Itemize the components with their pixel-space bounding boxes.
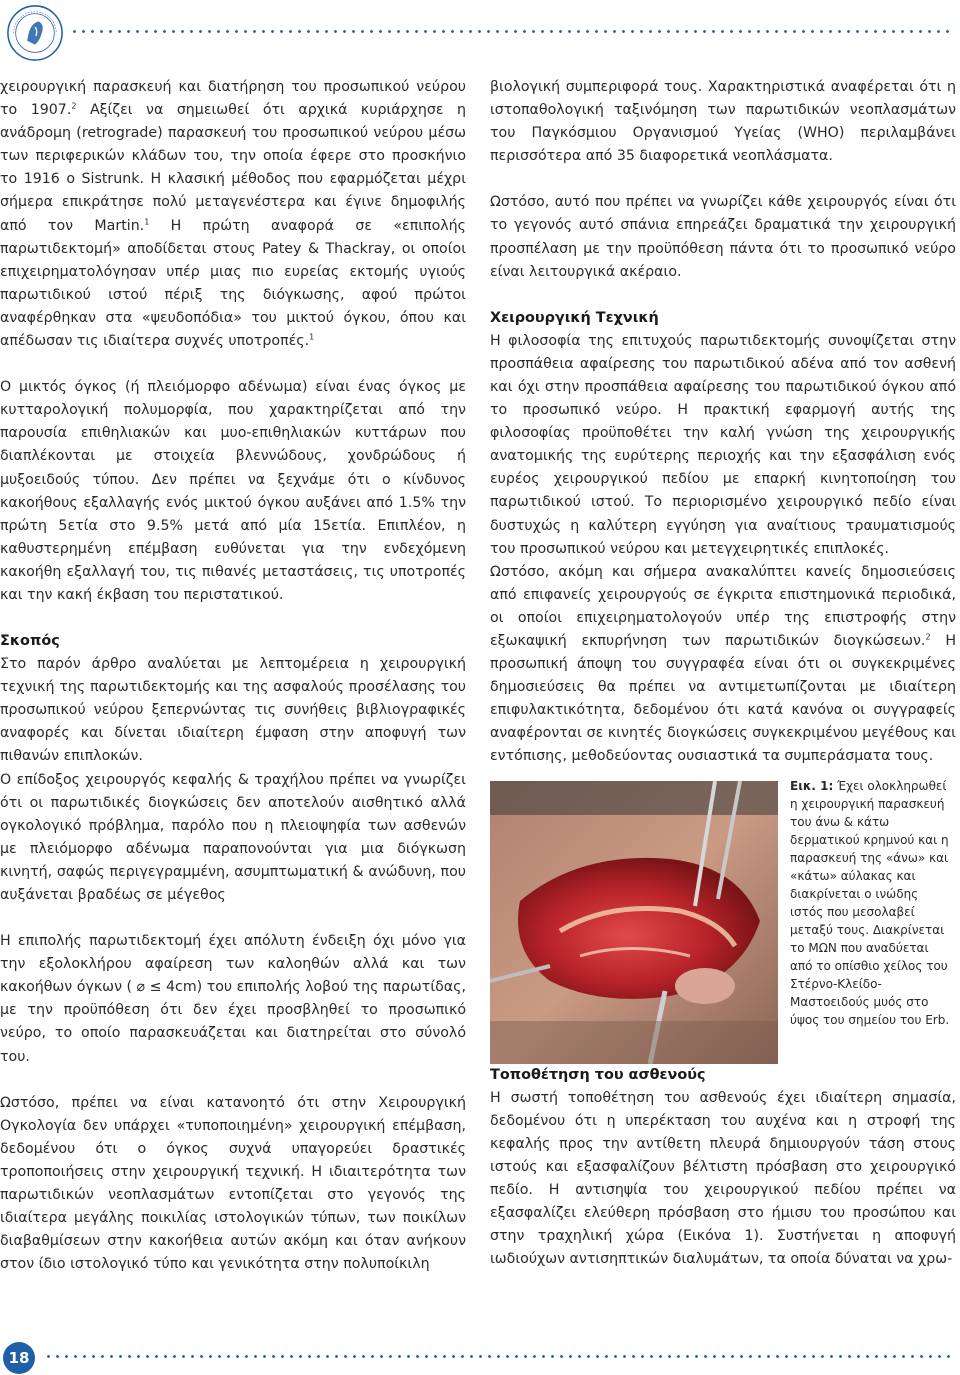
paragraph: Ο μικτός όγκος (ή πλειόμορφο αδένωμα) είναι ένας όγκος με κυτταρολογική πολυμορφία, που χαρακτηρίζεται από την παρουσία επιθηλιακών και μυο-επιθηλιακών κυττάρων που διαπλέκονται με στοιχεία βλεννώδους, χονδρώδους ή μυξοειδούς τύπου. Δεν πρέπει να ξεχνάμε ότι ο κίνδυνος κακοήθους εξαλλαγής ενός μικτού όγκου αυξάνει από 1.5% την πρώτη 5ετία στο 9.5% μετά από μία 15ετία. Επιπλέον, η καθυστερημένη επέμβαση ευθύνεται για την ενδεχόμενη κακοήθη εξαλλαγή του, τις πιθανές μεταστάσεις, τις υποτροπές και την κακή έκβαση του περιστατικού.: [0, 379, 466, 603]
caption-text: Έχει ολοκληρωθεί η χειρουργική παρασκευή του άνω & κάτω δερματικού κρημνού και η παρασκευή της «άνω» και «κάτω» αύλακας και διακρίνεται ο ινώδης ιστός που μεσολαβεί μεταξύ τους. Διακρίνεται το ΜΩΝ που αναδύεται από το οπίσθιο χείλος του Στέρνο-Κλείδο-Μαστοειδούς μυός στο ύψος του σημείου του Erb.: [790, 778, 950, 1027]
section-heading-position: Τοποθέτηση του ασθενούς: [490, 1066, 706, 1083]
page-number: 18: [3, 1342, 35, 1374]
right-column: [490, 76, 956, 1271]
text-run: Αξίζει να σημειωθεί ότι αρχικά κυριάρχησε η ανάδρομη (retrograde) παρασκευή του προσωπικού νεύρου μέσω των περιφερικών κλάδων του, την οποία έφερε στο προσκήνιο το 1916 ο Sistrunk. Η κλασική μέθοδος που εφαρμόζεται μέχρι σήμερα επικράτησε πολύ μεταγενέστερα και έγινε δημοφιλής από τον Martin.: [0, 102, 466, 234]
header-dotted-rule: [70, 30, 954, 33]
paragraph: Η επιπολής παρωτιδεκτομή έχει απόλυτη ένδειξη όχι μόνο για την εξολοκλήρου αφαίρεση των καλοηθών αλλά και των κακοήθων όγκων ( ⌀ ≤ 4cm) του επιπολής λοβού της παρωτίδας, με την προϋπόθεση ότι δεν έχει προσβληθεί το προσωπικό νεύρο, το οποίο παρασκευάζεται και διατηρείται στο σύνολό του.: [0, 933, 466, 1065]
text-run: Ωστόσο, ακόμη και σήμερα ανακαλύπτει κανείς δημοσιεύσεις από επιφανείς χειρουργούς σε έγκριτα επιστημονικά περιοδικά, οι οποίοι επιχειρηματολογούν υπέρ της επιστροφής στην εξωκαψική εκπυρήνηση των παρωτιδικών διογκώσεων.: [490, 563, 956, 649]
left-column: [0, 76, 466, 1276]
paragraph: Η φιλοσοφία της επιτυχούς παρωτιδεκτομής συνοψίζεται στην προσπάθεια αφαίρεσης του παρωτιδικού αδένα από τον ασθενή και όχι στην προσπάθεια αφαίρεσης του παρωτιδικού όγκου από το προσωπικό νεύρο. Η πρακτική εφαρμογή αυτής της φιλοσοφίας προϋποθέτει την καλή γνώση της χειρουργικής ανατομικής της ευρύτερης περιοχής και την εξασφάλιση ενός ευρέος χειρουργικού πεδίου με επαρκή κινητοποίηση του παρωτιδικού ιστού. Το περιορισμένο χειρουργικό πεδίο είναι δυστυχώς η καλύτερη εγγύηση για αναίτιους τραυματισμούς του προσωπικού νεύρου και μετεγχειρητικές επιπλοκές.: [490, 332, 956, 557]
paragraph: Η σωστή τοποθέτηση του ασθενούς έχει ιδιαίτερη σημασία, δεδομένου ότι η υπερέκταση του αυχένα και η στροφή της κεφαλής προς την αντίθετη πλευρά δημιουργούν τάση στους ιστούς και εξασφαλίζουν βέλτιστη πρόσβαση στο χειρουργικό πεδίο. Η αντισηψία του χειρουργικού πεδίου πρέπει να εξασφαλίζει ελεύθερη πρόσβαση στο ήμισυ του προσώπου και στην τραχηλική χώρα (Εικόνα 1). Συστήνεται η αποφυγή ιωδιούχων αντισηπτικών διαλυμάτων, τα οποία δύναται να χρω-: [490, 1089, 956, 1268]
text-run: Η προσωπική άποψη του συγγραφέα είναι ότι οι συγκεκριμένες δημοσιεύσεις θα πρέπει να αντιμετωπίζονται με ιδιαίτερη επιφυλακτικότητα, δεδομένου ότι κατά κανόνα οι συγγραφείς αναφέρονται σε κινητές διογκώσεις συγκεκριμένου μεγέθους και εντόπισης, μεθοδεύοντας ουσιαστικά τα συμπεράσματα τους.: [490, 632, 956, 765]
text-run: χειρουργική παρασκευή και διατήρηση του προσωπικού νεύρου το 1907.: [0, 79, 466, 119]
surgical-photo: [490, 781, 778, 1064]
section-heading-scope: Σκοπός: [0, 633, 60, 650]
paragraph: [0, 76, 466, 353]
reference-marker: 2: [925, 632, 931, 642]
paragraph: [490, 561, 956, 769]
footer-dotted-rule: [44, 1355, 954, 1358]
society-logo: [6, 4, 64, 62]
figure-1: [490, 775, 956, 1064]
figure-caption: [790, 775, 952, 1064]
text-run: Η πρώτη αναφορά σε «επιπολής παρωτιδεκτομή» αποδίδεται στους Patey & Thackray, οι οποίοι επιχειρηματολόγησαν υπέρ μιας πιο ευρείας εκτομής υγιούς παρωτιδικού ιστού πέριξ της διόγκωσης, αφού πρώτοι αναφέρθηκαν στα «ψευδοπόδια» του μικτού όγκου, όπου και απέδωσαν τις ιδιαίτερα συχνές υποτροπές.: [0, 217, 466, 350]
paragraph: Ωστόσο, πρέπει να είναι κατανοητό ότι στην Χειρουργική Ογκολογία δεν υπάρχει «τυποποιημένη» χειρουργική επέμβαση, δεδομένου ότι ο όγκος συχνά υπαγορεύει δραστικές τροποποιήσεις στην χειρουργική τεχνική. Η ιδιαιτερότητα των παρωτιδικών νεοπλασμάτων εντοπίζεται στο γεγονός της ιδιαίτερα μεγάλης ποικιλίας ιστολογικών τύπων, των ποικίλων διαβαθμίσεων στην κακοήθεια αυτών ακόμη και όταν ανήκουν στον ίδιο ιστολογικό τύπο και γενικότητα στην πολυποίκιλη: [0, 1094, 466, 1273]
reference-marker: 1: [309, 332, 315, 342]
reference-marker: 1: [144, 216, 150, 226]
section-heading-technique: Χειρουργική Τεχνική: [490, 309, 659, 326]
paragraph: Στο παρόν άρθρο αναλύεται με λεπτομέρεια η χειρουργική τεχνική της παρωτιδεκτομής και της ασφαλούς προσέλασης του προσωπικού νεύρου ξεπερνώντας τις συνήθεις βιβλιογραφικές αναφορές και δίνεται ιδιαίτερη έμφαση στην αποφυγή των πιθανών επιπλοκών.: [0, 656, 466, 765]
paragraph: Ο επίδοξος χειρουργός κεφαλής & τραχήλου πρέπει να γνωρίζει ότι οι παρωτιδικές διογκώσεις δεν αποτελούν αισθητικό αλλά ογκολογικό πρόβλημα, παρόλο που η πλειοψηφία των ασθενών με πλειόμορφο αδένωμα παραπονούνται για μια διόγκωση κινητή, σαφώς περιγεγραμμένη, ασυμπτωματική & ανώδυνη, που αυξάνεται βραδέως σε μέγεθος: [0, 771, 466, 903]
paragraph: βιολογική συμπεριφορά τους. Χαρακτηριστικά αναφέρεται ότι η ιστοπαθολογική ταξινόμηση των παρωτιδικών νεοπλασμάτων του Παγκόσμιου Οργανισμού Υγείας (WHO) περιλαμβάνει περισσότερα από 35 διαφορετικά νεοπλάσματα.: [490, 79, 956, 165]
paragraph: Ωστόσο, αυτό που πρέπει να γνωρίζει κάθε χειρουργός είναι ότι το γεγονός αυτό σπάνια επηρεάζει δραματικά την χειρουργική προσπέλαση με την προϋπόθεση πάντα ότι το προσωπικό νεύρο είναι λειτουργικά ακέραιο.: [490, 194, 956, 280]
reference-marker: 2: [71, 101, 77, 111]
figure-label: Εικ. 1:: [790, 778, 834, 793]
